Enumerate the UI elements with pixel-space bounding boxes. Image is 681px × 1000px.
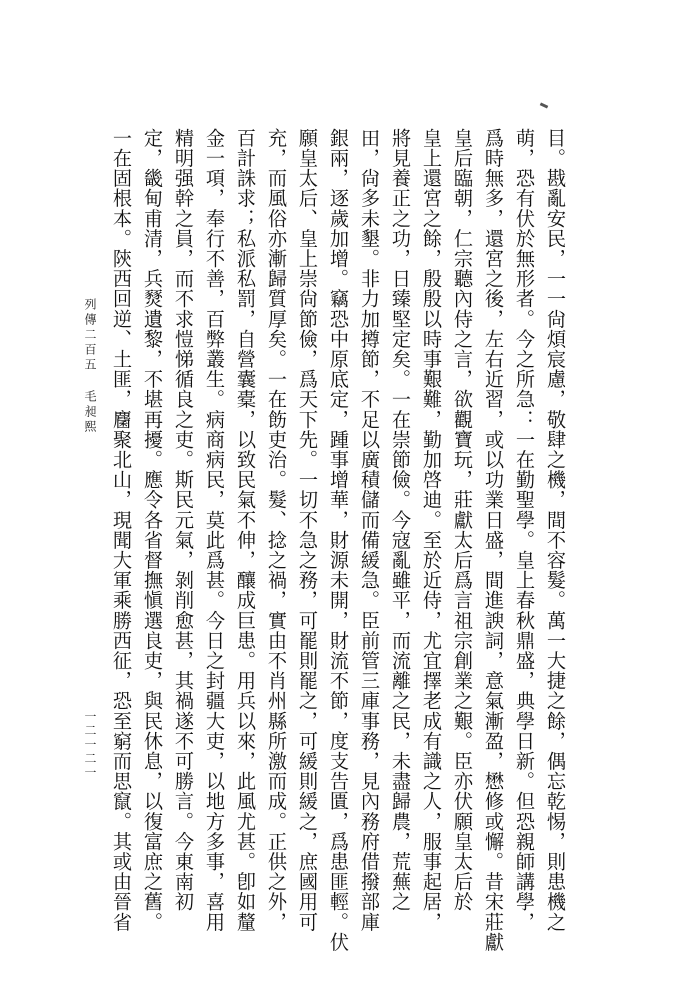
text-column-8: 銀兩，逐歲加增。竊恐中原底定，踵事增華，財源未開，財流不節，度支告匱，爲患匪輕。伏 [327,128,350,953]
page-number: 一二一二一 [83,710,97,780]
text-column-4: 皇后臨朝，仁宗聽內侍之言，欲觀寶玩，莊獻太后爲言祖宗創業之艱。臣亦伏願皇太后於 [451,128,474,912]
text-column-6: 將見養正之功，日臻堅定矣。一在崇節儉。今寇亂雖平，而流離之民，未盡歸農，荒蕪之 [389,128,412,912]
running-title: 列傳二百五 毛昶熙 [83,298,97,435]
text-column-9: 願皇太后、皇上崇尙節儉，爲天下先。一切不急之務，可罷則罷之，可緩則緩之，庶國用可 [296,128,319,932]
ink-mark [540,102,549,108]
text-column-14: 定，畿甸甫清，兵燹遺黎，不堪再擾。應令各省督撫愼選良吏，與民休息，以復富庶之舊。 [141,128,164,932]
text-column-2: 萌，恐有伏於無形者。今之所急：一在勤聖學。皇上春秋鼎盛，典學日新。但恐親師講學， [513,128,536,932]
text-column-7: 田，尙多未墾。非力加撙節，不足以廣積儲而備緩急。臣前管三庫事務，見內務府借撥部庫 [358,128,381,932]
text-column-1: 目。戡亂安民，一一尙煩宸慮，敬肆之機，間不容髮。萬一大捷之餘，偶忘乾惕，則患機之 [544,128,567,932]
text-column-13: 精明强幹之員，而不求愷悌循良之吏。斯民元氣，剝削愈甚，其禍遂不可勝言。今東南初 [172,128,195,912]
text-column-15: 一在固根本。陝西回逆、土匪，麕聚北山，現聞大軍乘勝西征，恐至窮而思竄。其或由晉省 [110,128,133,932]
text-column-11: 百計誅求；私派私罰，自營囊橐，以致民氣不伸，釀成巨患。用兵以來，此風尤甚。卽如釐 [234,128,257,932]
text-column-5: 皇上還宮之餘，殷殷以時事艱難，勤加啓迪。至於近侍，尤宜擇老成有識之人，服事起居， [420,128,443,932]
text-column-3: 爲時無多，還宮之後，左右近習，或以功業日盛，間進諛詞，意氣漸盈，懋修或懈。昔宋莊獻 [482,128,505,953]
text-column-10: 充，而風俗亦漸歸質厚矣。一在飭吏治。髮、捻之禍，實由不肖州縣所激而成。正供之外， [265,128,288,932]
text-column-12: 金一項，奉行不善，百弊叢生。病商病民，莫此爲甚。今日之封疆大吏，以地方多事，喜用 [203,128,226,932]
